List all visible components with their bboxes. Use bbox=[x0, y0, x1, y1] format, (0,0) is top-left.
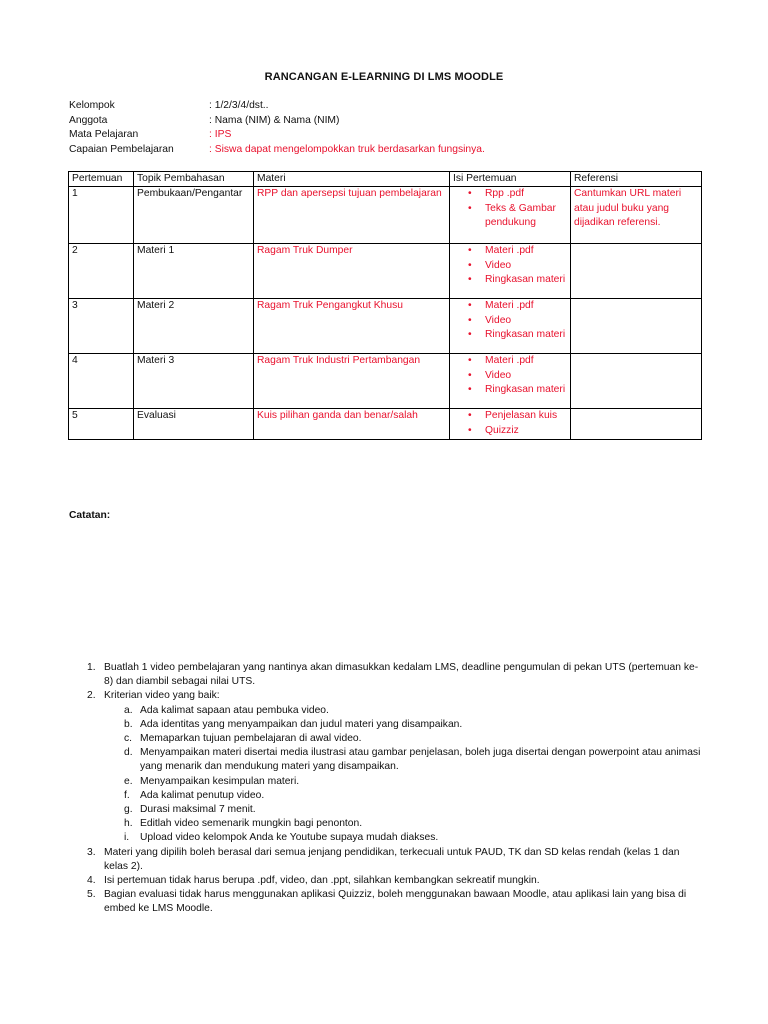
note-item: Buatlah 1 video pembelajaran yang nantinya akan dimasukkan kedalam LMS, deadline pengumulan di pekan UTS (pertemuan ke-8) dan diambil sebagai nilai UTS. bbox=[104, 662, 699, 688]
info-row-capaian-pembelajaran bbox=[69, 143, 709, 158]
note-item: Materi yang dipilih boleh berasal dari semua jenjang pendidikan, terkecuali untuk PAUD, TK dan SD kelas rendah (kelas 1 dan kelas 2). bbox=[104, 846, 680, 872]
table-header-cell: Isi Pertemuan bbox=[450, 172, 571, 187]
isi-list bbox=[453, 409, 567, 438]
info-row-mata-pelajaran bbox=[69, 128, 709, 143]
info-section bbox=[69, 99, 709, 157]
table-header-cell: Pertemuan bbox=[69, 172, 134, 187]
isi-item: • Video bbox=[485, 314, 567, 328]
materi-cell: Ragam Truk Industri Pertambangan bbox=[254, 354, 450, 409]
isi-item: • Video bbox=[485, 259, 567, 273]
isi-item: • Video bbox=[485, 369, 567, 383]
table-header-cell: Referensi bbox=[571, 172, 702, 187]
pertemuan-cell: 2 bbox=[69, 244, 134, 299]
note-item: Isi pertemuan tidak harus berupa .pdf, video, dan .ppt, silahkan kembangkan sekreatif mungkin. bbox=[104, 875, 540, 887]
isi-cell bbox=[450, 354, 571, 409]
referensi-cell bbox=[571, 354, 702, 409]
isi-cell bbox=[450, 409, 571, 440]
isi-item: • Ringkasan materi bbox=[485, 383, 567, 397]
criteria-item: Ada identitas yang menyampaikan dan judul materi yang disampaikan. bbox=[140, 718, 463, 730]
isi-item: • Materi .pdf bbox=[485, 354, 567, 368]
referensi-cell bbox=[571, 299, 702, 354]
info-row-kelompok bbox=[69, 99, 709, 114]
isi-cell bbox=[450, 187, 571, 244]
isi-item: • Quizziz bbox=[485, 424, 567, 438]
isi-list bbox=[453, 354, 567, 397]
referensi-cell bbox=[571, 409, 702, 440]
isi-list bbox=[453, 299, 567, 342]
materi-cell: Kuis pilihan ganda dan benar/salah bbox=[254, 409, 450, 440]
isi-item: • Teks & Gambar pendukung bbox=[485, 202, 567, 231]
materi-cell: Ragam Truk Pengangkut Khusu bbox=[254, 299, 450, 354]
isi-cell bbox=[450, 299, 571, 354]
topik-cell: Materi 2 bbox=[134, 299, 254, 354]
note-text: Kriterian video yang baik: bbox=[104, 690, 220, 702]
criteria-item: Menyampaikan kesimpulan materi. bbox=[140, 775, 300, 787]
info-row-anggota bbox=[69, 114, 709, 129]
criteria-item: Memaparkan tujuan pembelajaran di awal video. bbox=[140, 733, 362, 745]
criteria-item: Editlah video semenarik mungkin bagi penonton. bbox=[140, 818, 363, 830]
table-header-cell: Materi bbox=[254, 172, 450, 187]
criteria-list bbox=[104, 704, 704, 846]
criteria-item: Menyampaikan materi disertai media ilustrasi atau gambar penjelasan, boleh juga disertai dengan powerpoint atau animasi yang menarik dan mendukung materi yang disampaikan. bbox=[140, 747, 701, 773]
table-row bbox=[69, 299, 702, 354]
pertemuan-cell: 3 bbox=[69, 299, 134, 354]
table-row bbox=[69, 354, 702, 409]
info-value: : IPS bbox=[209, 129, 232, 140]
info-value: : Siswa dapat mengelompokkan truk berdasarkan fungsinya. bbox=[209, 143, 485, 155]
topik-cell: Evaluasi bbox=[134, 409, 254, 440]
isi-list bbox=[453, 244, 567, 287]
page-title: RANCANGAN E-LEARNING DI LMS MOODLE bbox=[264, 71, 504, 83]
table-row bbox=[69, 409, 702, 440]
isi-item: • Ringkasan materi bbox=[485, 273, 567, 287]
note-item: Bagian evaluasi tidak harus menggunakan aplikasi Quizziz, boleh menggunakan bawaan Moodle, atau aplikasi lain yang bisa di embed ke LMS Moodle. bbox=[104, 889, 687, 915]
isi-item: • Materi .pdf bbox=[485, 299, 567, 313]
info-label: Mata Pelajaran bbox=[69, 129, 139, 140]
pertemuan-cell: 5 bbox=[69, 409, 134, 440]
materi-cell: RPP dan apersepsi tujuan pembelajaran bbox=[254, 187, 450, 244]
info-label: Kelompok bbox=[69, 100, 115, 111]
criteria-item: Ada kalimat penutup video. bbox=[140, 789, 265, 801]
isi-item: • Materi .pdf bbox=[485, 244, 567, 258]
criteria-item: Durasi maksimal 7 menit. bbox=[140, 804, 256, 816]
criteria-item: Ada kalimat sapaan atau pembuka video. bbox=[140, 704, 329, 716]
topik-cell: Materi 3 bbox=[134, 354, 254, 409]
referensi-cell: Cantumkan URL materi atau judul buku yang dijadikan referensi. bbox=[571, 187, 702, 244]
criteria-item: Upload video kelompok Anda ke Youtube supaya mudah diakses. bbox=[140, 832, 439, 844]
info-label: Capaian Pembelajaran bbox=[69, 143, 174, 155]
notes-list bbox=[104, 661, 704, 917]
info-label: Anggota bbox=[69, 114, 108, 126]
pertemuan-cell: 4 bbox=[69, 354, 134, 409]
table-row bbox=[69, 244, 702, 299]
note-item bbox=[104, 689, 704, 845]
isi-item: • Rpp .pdf bbox=[485, 187, 567, 201]
isi-item: • Penjelasan kuis bbox=[485, 409, 567, 423]
topik-cell: Materi 1 bbox=[134, 244, 254, 299]
info-value: : 1/2/3/4/dst.. bbox=[209, 100, 269, 111]
isi-item: • Ringkasan materi bbox=[485, 328, 567, 342]
info-value: : Nama (NIM) & Nama (NIM) bbox=[209, 114, 340, 126]
isi-cell bbox=[450, 244, 571, 299]
isi-list bbox=[453, 187, 567, 230]
meeting-plan-table bbox=[68, 171, 702, 440]
referensi-cell bbox=[571, 244, 702, 299]
materi-cell: Ragam Truk Dumper bbox=[254, 244, 450, 299]
topik-cell: Pembukaan/Pengantar bbox=[134, 187, 254, 244]
table-header-cell: Topik Pembahasan bbox=[134, 172, 254, 187]
table-header-row bbox=[69, 172, 702, 187]
pertemuan-cell: 1 bbox=[69, 187, 134, 244]
table-row bbox=[69, 187, 702, 244]
notes-heading: Catatan: bbox=[69, 510, 111, 521]
